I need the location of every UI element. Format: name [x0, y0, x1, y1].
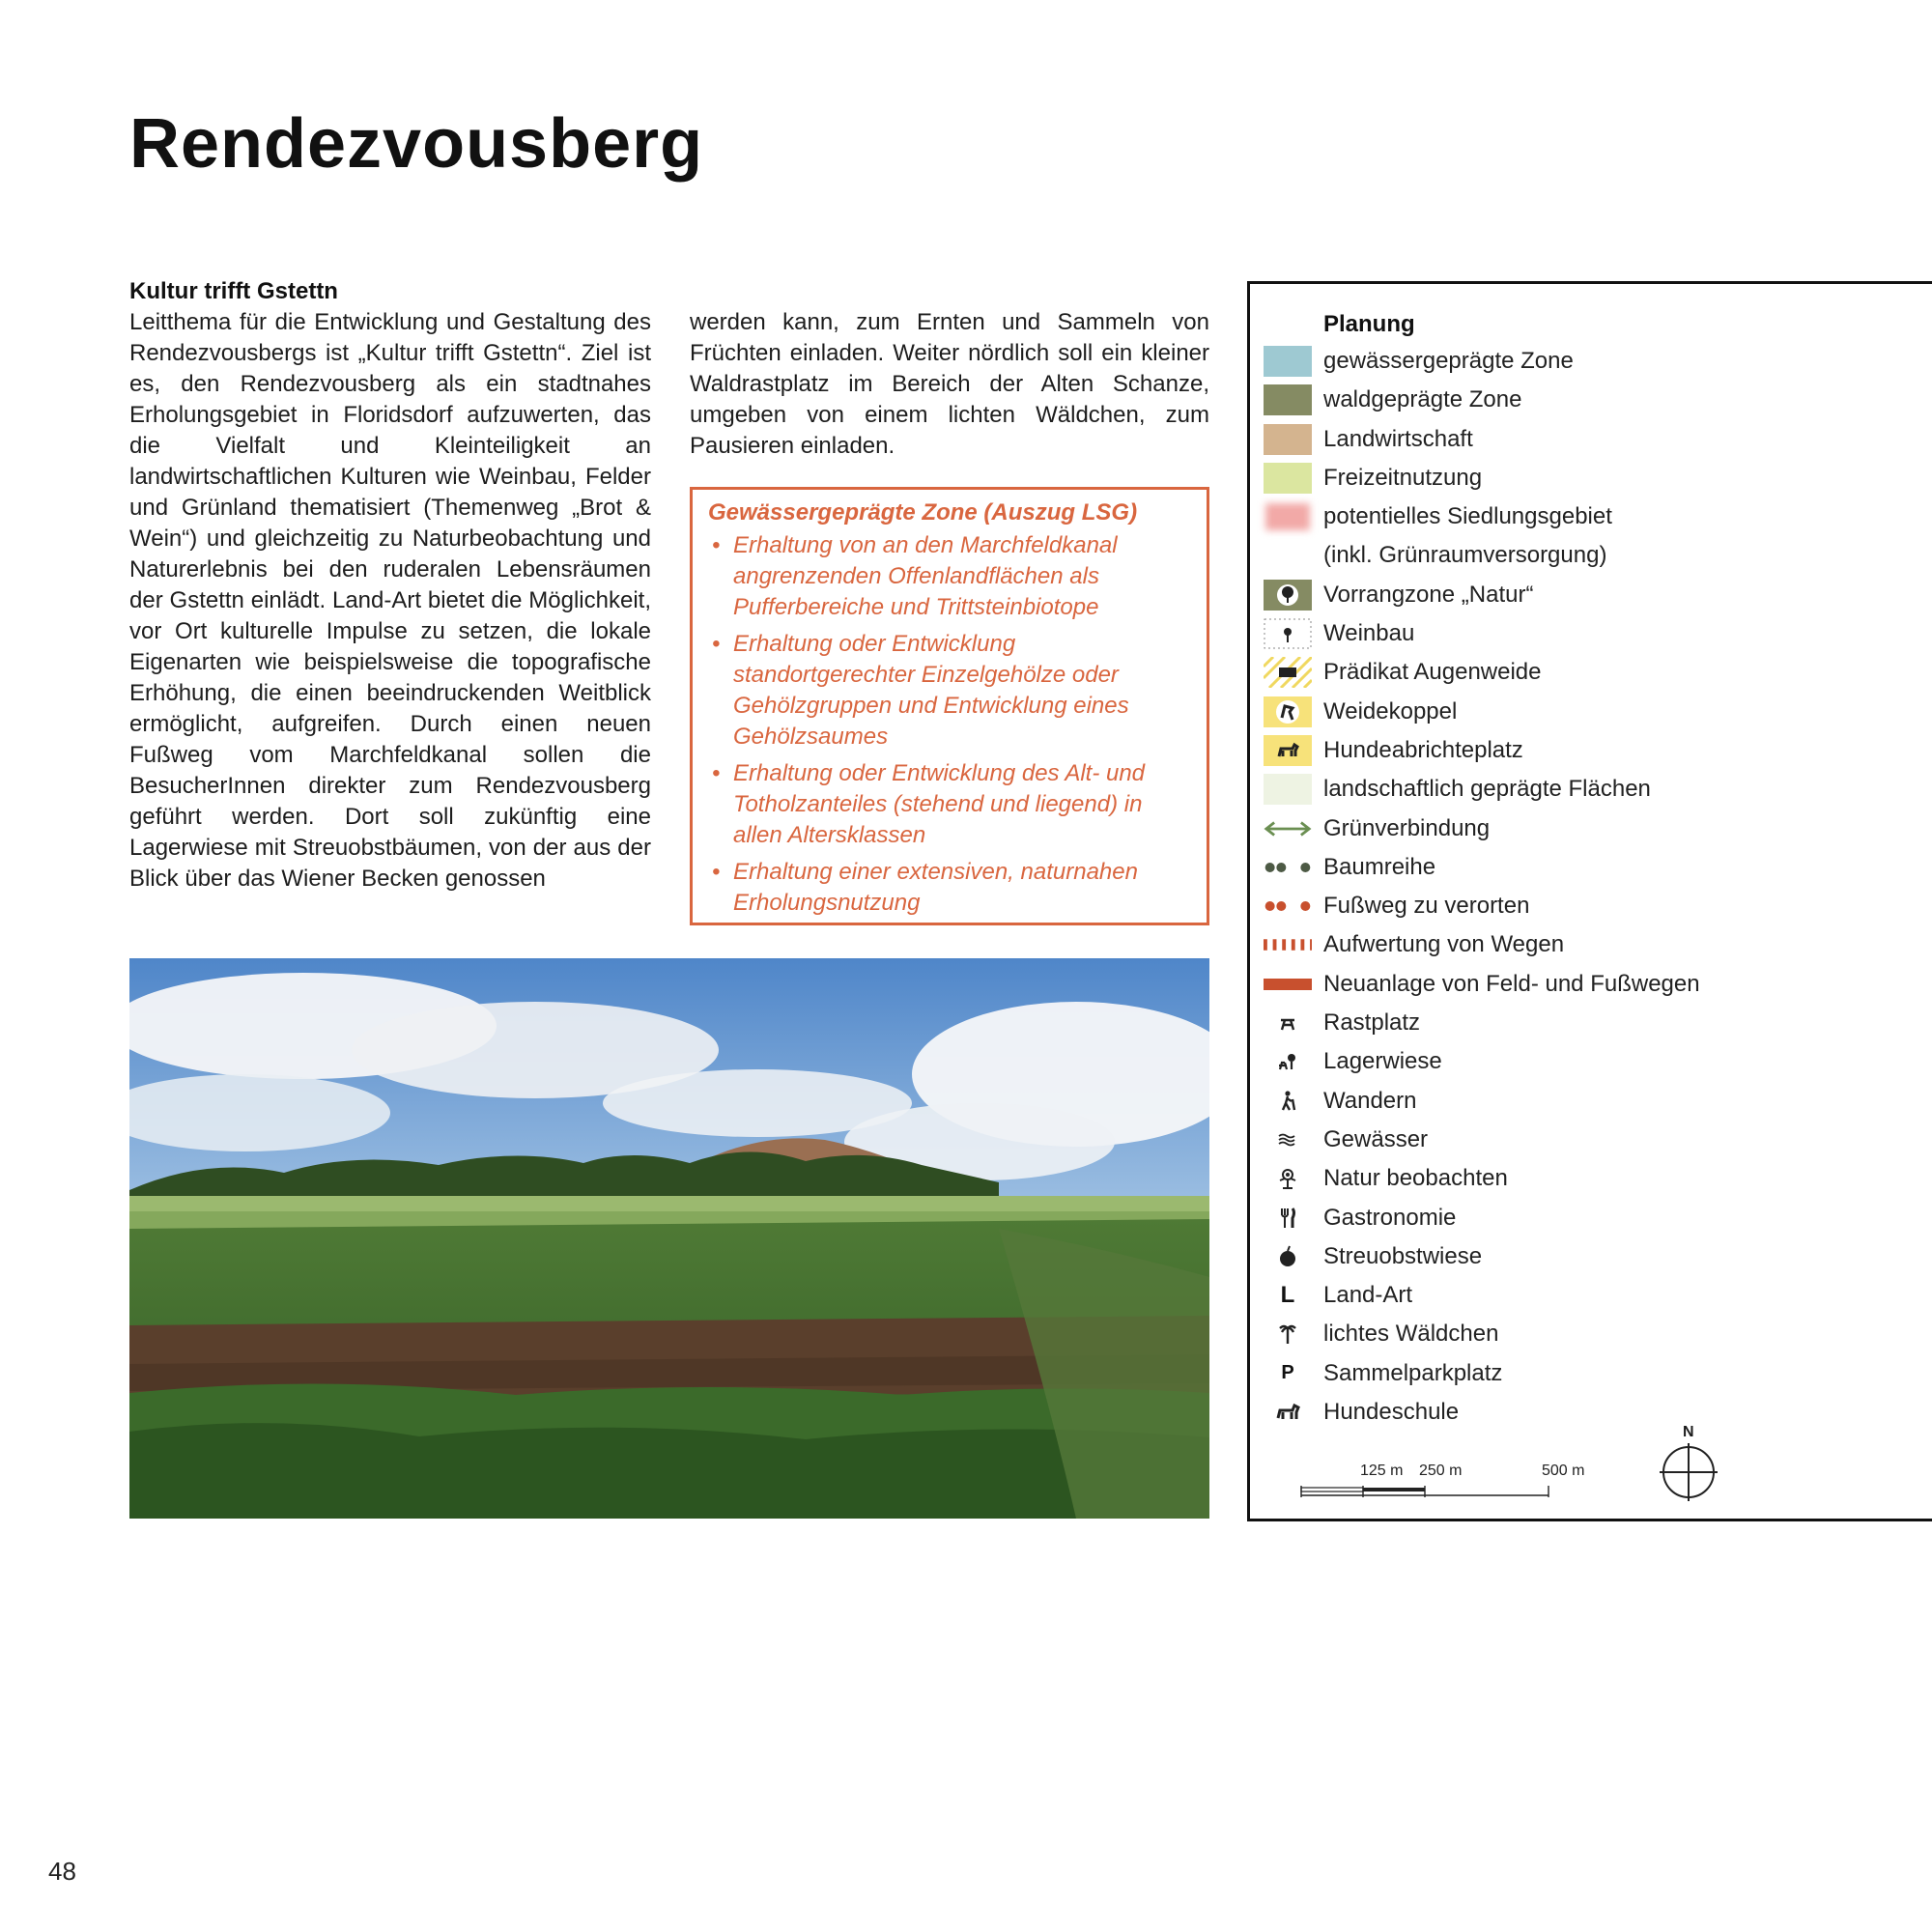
parking-icon: P [1281, 1362, 1294, 1384]
bullet: • [712, 631, 721, 657]
letter-l-icon: L [1280, 1282, 1295, 1309]
info-box-item-text: Erhaltung oder Entwicklung standortgerechter Einzelgehölze oder Gehölzgruppen und Entwicklung eines Gehölzsaumes [733, 631, 1129, 750]
legend-label: Natur beobachten [1323, 1165, 1508, 1192]
bullet: • [712, 859, 721, 885]
legend-label: Freizeitnutzung [1323, 464, 1483, 491]
legend-label: Hundeabrichteplatz [1323, 736, 1523, 763]
legend-label: Aufwertung von Wegen [1323, 931, 1565, 958]
legend-label: gewässergeprägte Zone [1323, 348, 1574, 374]
nature-priority-icon [1264, 580, 1312, 611]
body-text-left: Leitthema für die Entwicklung und Gestaltung des Rendezvousbergs ist „Kultur trifft Gstettn“. Ziel ist es, den Rendezvousberg als ein stadtnahes Erholungsgebiet in Floridsdorf aufzuwerten, das die Vielfalt und Kleinteiligkeit an landwirtschaftlichen Kulturen wie Weinbau, Felder und Grünland thematisiert (Themenweg „Brot & Wein“) und gleichzeitig zu Naturbeobachtung und Naturerlebnis bei den ruderalen Lebensräumen der Gstettn einlädt. Land-Art bietet die Möglichkeit, vor Ort kulturelle Impulse zu setzen, die lokale Eigenarten wie beispielsweise die topografische Erhöhung, die einen beeindruckenden Weitblick ermöglicht, aufgreifen. Durch einen neuen Fußweg vom Marchfeldkanal sollen die BesucherInnen direkter zum Rendezvousberg geführt werden. Dort soll zukünftig eine Lagerwiese mit Streuobstbäumen, von der aus der Blick über das Wiener Becken genossen [129, 309, 651, 892]
footpath-dots-icon [1264, 891, 1312, 922]
info-box-item-text: Erhaltung einer extensiven, naturnahen Erholungsnutzung [733, 859, 1138, 916]
info-box-item-text: Erhaltung oder Entwicklung des Alt- und Totholzanteiles (stehend und liegend) in allen Altersklassen [733, 760, 1146, 848]
info-box [690, 487, 1209, 925]
dog-icon [1264, 1397, 1312, 1428]
solid-path-icon [1264, 969, 1312, 1000]
landscape-photo-drawing [129, 958, 1209, 1519]
water-zone-swatch [1264, 346, 1312, 377]
legend-label: Hundeschule [1323, 1399, 1460, 1426]
info-box-item-text: Erhaltung von an den Marchfeldkanal angrenzenden Offenlandflächen als Pufferbereiche und Trittsteinbiotope [733, 532, 1118, 620]
text-column-left [129, 276, 651, 895]
palm-tree-icon [1264, 1319, 1312, 1350]
settlement-swatch [1264, 501, 1312, 532]
legend-label: Weinbau [1323, 620, 1415, 647]
legend-label: Grünverbindung [1323, 814, 1491, 841]
north-label: N [1683, 1424, 1694, 1440]
water-waves-icon [1264, 1124, 1312, 1155]
apple-icon [1264, 1241, 1312, 1272]
legend-label: Sammelparkplatz [1323, 1359, 1503, 1386]
legend-label: Lagerwiese [1323, 1048, 1442, 1075]
scale-label: 125 m [1360, 1463, 1404, 1479]
info-box-item [708, 758, 1191, 851]
tree-row-icon [1264, 852, 1312, 883]
legend-label: Neuanlage von Feld- und Fußwegen [1323, 970, 1700, 997]
scale-label: 250 m [1419, 1463, 1463, 1479]
info-box-list [708, 530, 1191, 919]
legend-label: Rastplatz [1323, 1009, 1421, 1037]
nature-watch-icon [1264, 1163, 1312, 1194]
north-arrow [1660, 1424, 1718, 1501]
legend-label: Wandern [1323, 1087, 1417, 1114]
text-column-right [690, 307, 1209, 462]
info-box-item [708, 530, 1191, 623]
page-title: Rendezvousberg [129, 105, 704, 183]
double-arrow-icon [1264, 813, 1312, 844]
landscape-photo [129, 958, 1209, 1519]
forest-zone-swatch [1264, 384, 1312, 415]
legend-label: Landwirtschaft [1323, 425, 1473, 452]
picnic-table-icon [1264, 1008, 1312, 1038]
paddock-icon [1264, 696, 1312, 727]
legend-label: Baumreihe [1323, 853, 1436, 880]
compass-icon [1660, 1443, 1718, 1501]
map-legend [1247, 281, 1932, 1521]
legend-label: Gewässer [1323, 1125, 1429, 1152]
scale-bar-graphic [1300, 1482, 1551, 1503]
body-text-right: werden kann, zum Ernten und Sammeln von Früchten einladen. Weiter nördlich soll ein kleiner Waldrastplatz im Bereich der Alten Schanze, umgeben von einem lichten Wäldchen, zum Pausieren einladen. [690, 309, 1209, 459]
legend-label: Fußweg zu verorten [1323, 893, 1530, 920]
meadow-rest-icon [1264, 1046, 1312, 1077]
page-number: 48 [48, 1857, 76, 1886]
legend-label: Weidekoppel [1323, 697, 1458, 724]
hiker-icon [1264, 1086, 1312, 1117]
legend-label: landschaftlich geprägte Flächen [1323, 776, 1651, 803]
bullet: • [712, 532, 721, 558]
legend-label: Prädikat Augenweide [1323, 659, 1542, 686]
legend-label: waldgeprägte Zone [1323, 386, 1522, 413]
legend-label: Streuobstwiese [1323, 1242, 1483, 1269]
leisure-swatch [1264, 463, 1312, 494]
section-heading: Kultur trifft Gstettn [129, 278, 338, 304]
info-box-item [708, 857, 1191, 919]
dog-training-icon [1264, 735, 1312, 766]
legend-label: Gastronomie [1323, 1204, 1457, 1231]
legend-label: potentielles Siedlungsgebiet [1323, 503, 1612, 530]
agriculture-swatch [1264, 424, 1312, 455]
legend-title: Planung [1323, 311, 1415, 337]
info-box-item [708, 629, 1191, 753]
dashed-path-icon [1264, 929, 1312, 960]
landscape-swatch [1264, 774, 1312, 805]
scale-label: 500 m [1542, 1463, 1585, 1479]
bullet: • [712, 760, 721, 786]
legend-label: Vorrangzone „Natur“ [1323, 581, 1534, 608]
legend-label: (inkl. Grünraumversorgung) [1323, 542, 1607, 569]
legend-label: lichtes Wäldchen [1323, 1321, 1499, 1348]
legend-label: Land-Art [1323, 1282, 1413, 1309]
info-box-title: Gewässergeprägte Zone (Auszug LSG) [708, 499, 1138, 526]
vineyard-icon [1264, 618, 1312, 649]
fork-knife-icon [1264, 1203, 1312, 1234]
scenic-view-icon [1264, 657, 1312, 688]
